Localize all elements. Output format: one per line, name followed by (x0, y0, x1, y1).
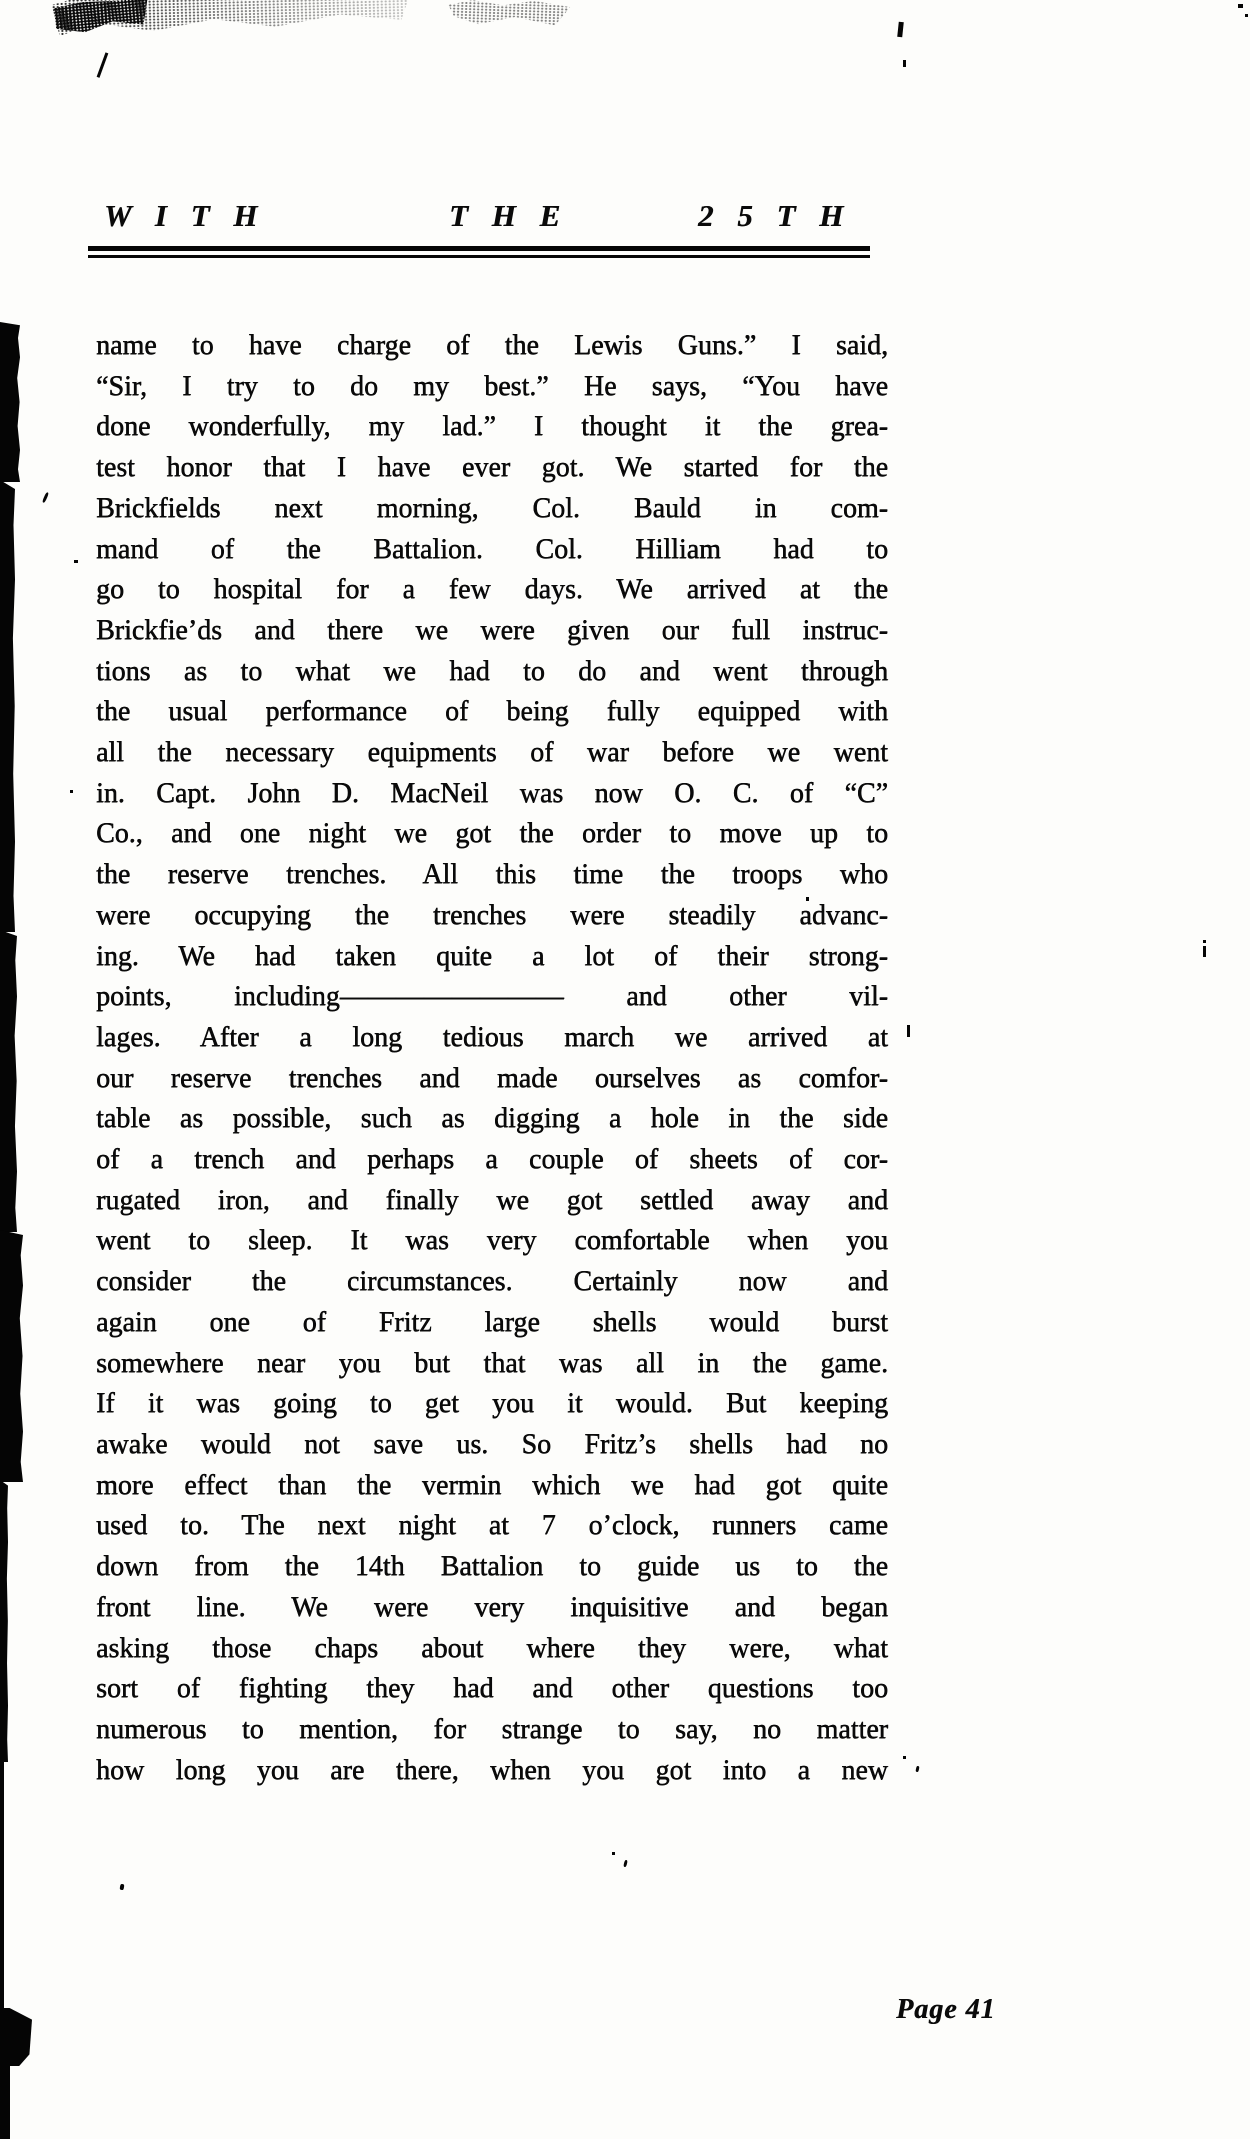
binding-ink-bar (0, 1230, 23, 1482)
ink-speck (903, 60, 906, 67)
text-line: asking those chaps about where they were, what (96, 1632, 888, 1664)
text-line: If it was going to get you it would. But keeping (96, 1388, 888, 1420)
binding-ink-bar (0, 930, 17, 1232)
binding-ink-blob (0, 2008, 32, 2066)
running-head-word: 2 5 T H (698, 198, 852, 233)
running-head-word: W I T H (104, 198, 266, 233)
ink-speck (74, 560, 78, 563)
binding-ink-bar (0, 480, 15, 932)
text-line: awake would not save us. So Fritz’s shells had no (96, 1428, 888, 1460)
text-line: name to have charge of the Lewis Guns.” I said, (96, 330, 888, 361)
binding-ink-bar (0, 2064, 10, 2139)
body-text (96, 326, 888, 1791)
header-double-rule (88, 246, 870, 258)
ink-speck (42, 492, 49, 503)
ink-speck (623, 1860, 628, 1868)
ink-speck (1245, 14, 1248, 17)
text-line: of a trench and perhaps a couple of sheets of cor- (96, 1144, 888, 1176)
text-line: test honor that I have ever got. We started for the (96, 452, 888, 484)
text-line: “Sir, I try to do my best.” He says, “You have (96, 370, 888, 402)
page-number: Page 41 (896, 1994, 996, 2025)
text-line: table as possible, such as digging a hole in the side (96, 1103, 888, 1135)
text-line: the usual performance of being fully equipped with (96, 696, 888, 728)
ink-speck (1238, 4, 1243, 8)
text-line: our reserve trenches and made ourselves as comfor- (96, 1062, 888, 1094)
text-line: somewhere near you but that was all in the game. (96, 1347, 888, 1379)
text-line: sort of fighting they had and other questions too (96, 1673, 888, 1705)
text-line: went to sleep. It was very comfortable when you (96, 1225, 888, 1257)
ink-speck (915, 1766, 919, 1772)
ink-speck (907, 1025, 910, 1037)
text-line: down from the 14th Battalion to guide us to the (96, 1551, 888, 1583)
text-line: numerous to mention, for strange to say, no matter (96, 1713, 888, 1745)
text-line: Co., and one night we got the order to move up to (96, 818, 888, 850)
ink-speck (1203, 940, 1206, 943)
text-line: done wonderfully, my lad.” I thought it the grea- (96, 411, 888, 443)
ink-speck (1203, 946, 1206, 957)
text-line: front line. We were very inquisitive and began (96, 1591, 888, 1623)
text-line: mand of the Battalion. Col. Hilliam had to (96, 533, 888, 565)
text-line: go to hospital for a few days. We arrived at the (96, 574, 888, 606)
text-line: Brickfie’ds and there we were given our full instruc- (96, 614, 888, 646)
binding-ink-bar (0, 1480, 8, 1762)
text-line: used to. The next night at 7 o’clock, runners came (96, 1510, 888, 1542)
binding-ink-bar (0, 322, 20, 482)
ink-speck (120, 1884, 125, 1891)
text-line: Brickfields next morning, Col. Bauld in com- (96, 492, 888, 524)
text-line: in. Capt. John D. MacNeil was now O. C. of “C” (96, 777, 888, 809)
text-line: lages. After a long tedious march we arrived at (96, 1021, 888, 1053)
text-line: more effect than the vermin which we had got quite (96, 1469, 888, 1501)
text-line: were occupying the trenches were steadily advanc- (96, 899, 888, 931)
text-line: points, including———————— and other vil- (96, 981, 888, 1013)
text-line: consider the circumstances. Certainly now and (96, 1266, 888, 1298)
text-line: tions as to what we had to do and went through (96, 655, 888, 687)
binding-ink-bar (0, 1760, 4, 2010)
text-line: rugated iron, and finally we got settled away and (96, 1184, 888, 1216)
ink-stroke (97, 52, 108, 77)
text-line: how long you are there, when you got into a new (96, 1754, 888, 1786)
ink-speck (897, 22, 904, 37)
ink-smudge-top-center (448, 0, 571, 30)
text-line: ing. We had taken quite a lot of their strong- (96, 940, 888, 972)
text-line: all the necessary equipments of war before we went (96, 737, 888, 769)
text-line: again one of Fritz large shells would burst (96, 1306, 888, 1338)
running-head-word: T H E (449, 198, 569, 233)
text-line: the reserve trenches. All this time the troops who (96, 859, 888, 891)
ink-speck (903, 1756, 906, 1759)
ink-speck (70, 790, 73, 793)
ink-speck (612, 1852, 615, 1855)
